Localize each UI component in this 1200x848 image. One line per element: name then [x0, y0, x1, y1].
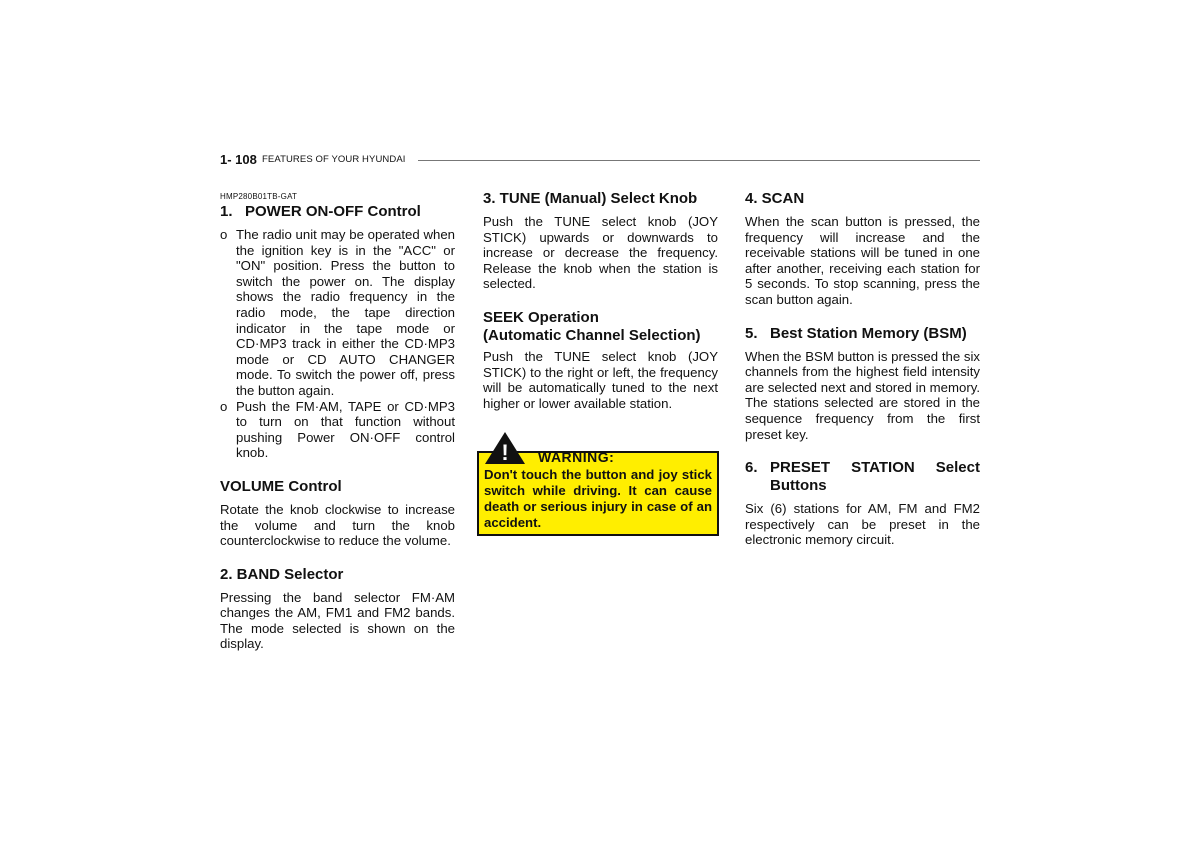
seek-text: Push the TUNE select knob (JOY STICK) to the right or left, the frequency will be automatically tuned to the next higher or lower available station.: [483, 348, 718, 411]
tune-heading: 3. TUNE (Manual) Select Knob: [483, 190, 698, 207]
warning-symbol: !: [501, 440, 509, 466]
power-bullet-2: o Push the FM·AM, TAPE or CD·MP3 to turn on that function without pushing Power ON·OFF control knob.: [220, 398, 455, 461]
warning-header: [484, 441, 712, 465]
tune-section: [483, 190, 718, 292]
column-3: [745, 190, 980, 565]
seek-section: [483, 309, 718, 411]
scan-text: When the scan button is pressed, the frequency will increase and the receivable stations will be tuned in one after another, receiving each station for 5 seconds. To stop scanning, press the scan button again.: [745, 214, 980, 307]
warning-text: Don't touch the button and joy stick switch while driving. It can cause death or serious injury in case of an accident.: [484, 467, 712, 530]
bsm-section: [745, 325, 980, 443]
bsm-heading: 5. Best Station Memory (BSM): [745, 324, 967, 342]
volume-heading: VOLUME Control: [220, 477, 342, 495]
seek-heading: SEEK Operation (Automatic Channel Selection): [483, 308, 701, 344]
bsm-text: When the BSM button is pressed the six channels from the highest field intensity are selected next and stored in memory. The stations selected are stored in the sequence frequency from the first preset key.: [745, 348, 980, 442]
warning-box: [477, 440, 719, 535]
preset-section: [745, 459, 980, 548]
warning-triangle-icon: [484, 431, 526, 465]
tune-text: Push the TUNE select knob (JOY STICK) upwards or downwards to increase or decrease the frequency. Release the knob when the station is selected.: [483, 214, 718, 292]
band-heading: 2. BAND Selector: [220, 565, 344, 583]
preset-text: Six (6) stations for AM, FM and FM2 respectively can be preset in the electronic memory circuit.: [745, 501, 980, 548]
page-header: [220, 152, 980, 170]
header-rule: [418, 160, 980, 161]
page-number: 1- 108: [220, 152, 257, 167]
band-text: Pressing the band selector FM·AM changes the AM, FM1 and FM2 bands. The mode selected is shown on the display.: [220, 589, 455, 652]
power-control-heading: 1. POWER ON-OFF Control: [220, 203, 421, 220]
warning-title: WARNING:: [538, 449, 615, 466]
power-bullet-1: o The radio unit may be operated when the ignition key is in the "ACC" or "ON" position. Press the button to switch the power on. The display shows the radio frequency in the radio mode, the tape direction indicator in the tape mode or CD·MP3 track in either the CD·MP3 mode or CD AUTO CHANGER mode. To switch the power off, press the button again.: [220, 227, 455, 398]
preset-heading: 6. PRESET STATION Select Buttons: [745, 459, 980, 495]
scan-heading: 4. SCAN: [745, 190, 805, 207]
volume-section: [220, 478, 455, 549]
document-code: HMP280B01TB-GAT: [220, 192, 298, 201]
column-2: [483, 190, 718, 536]
column-1: [220, 190, 455, 669]
section-title: FEATURES OF YOUR HYUNDAI: [262, 154, 406, 165]
band-section: [220, 566, 455, 652]
scan-section: [745, 190, 980, 308]
volume-text: Rotate the knob clockwise to increase the volume and turn the knob counterclockwise to reduce the volume.: [220, 501, 455, 549]
